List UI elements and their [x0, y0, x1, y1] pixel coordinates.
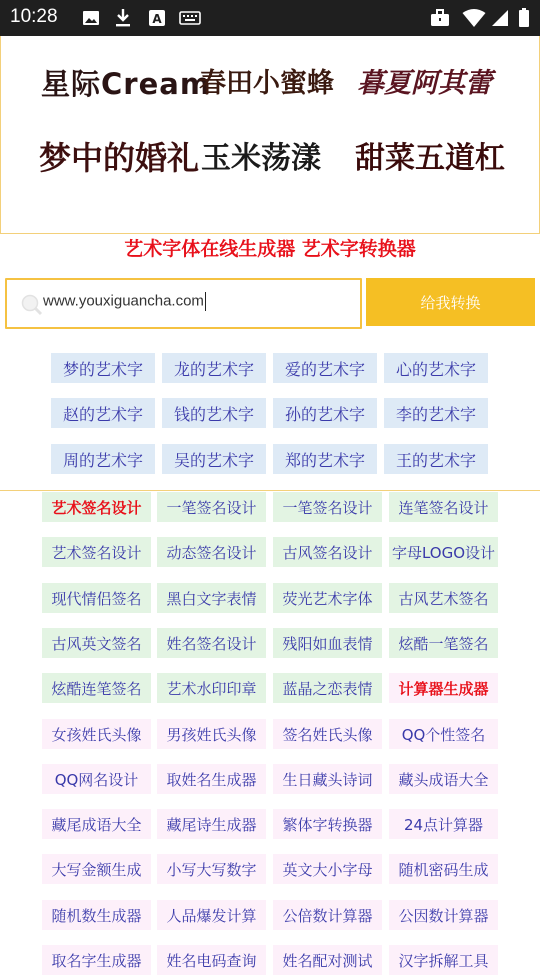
divider — [0, 490, 540, 491]
search-input[interactable] — [5, 278, 362, 329]
tool-link[interactable]: 女孩姓氏头像 — [42, 719, 151, 749]
status-bar — [0, 0, 540, 36]
tool-link[interactable]: 黑白文字表情 — [157, 583, 266, 613]
art-font-logo[interactable]: 甜菜五道杠 — [355, 141, 505, 176]
tool-link[interactable]: 艺术签名设计 — [42, 492, 151, 522]
tool-link[interactable]: 藏头成语大全 — [389, 764, 498, 794]
tool-link[interactable]: 姓名配对测试 — [273, 945, 382, 975]
surname-art-tag[interactable]: 吴的艺术字 — [162, 444, 266, 474]
keyboard-icon — [178, 8, 202, 28]
tool-link[interactable]: 一笔签名设计 — [157, 492, 266, 522]
wifi-icon — [462, 8, 486, 28]
surname-art-tag[interactable]: 钱的艺术字 — [162, 398, 266, 428]
tool-link[interactable]: 炫酷连笔签名 — [42, 673, 151, 703]
tool-link[interactable]: 公因数计算器 — [389, 900, 498, 930]
signal-icon — [490, 8, 510, 28]
tool-link[interactable]: 繁体字转换器 — [273, 809, 382, 839]
surname-art-tag[interactable]: 梦的艺术字 — [51, 353, 155, 383]
tool-link[interactable]: 随机数生成器 — [42, 900, 151, 930]
tool-link[interactable]: 生日藏头诗词 — [273, 764, 382, 794]
surname-art-tag[interactable]: 心的艺术字 — [384, 353, 488, 383]
tool-link[interactable]: 取姓名生成器 — [157, 764, 266, 794]
surname-art-tag[interactable]: 李的艺术字 — [384, 398, 488, 428]
tool-link[interactable]: 人品爆发计算 — [157, 900, 266, 930]
art-font-logo[interactable]: 春田小蜜蜂 — [199, 68, 334, 99]
tool-link[interactable]: 残阳如血表情 — [273, 628, 382, 658]
svg-text:A: A — [152, 12, 162, 26]
banner — [0, 36, 540, 234]
surname-art-tag[interactable]: 爱的艺术字 — [273, 353, 377, 383]
art-font-logo[interactable]: 星际Cream — [41, 67, 212, 101]
search-input-value: www.youxiguancha.com — [43, 292, 204, 310]
tool-link[interactable]: 英文大小字母 — [273, 854, 382, 884]
tool-link[interactable]: 藏尾成语大全 — [42, 809, 151, 839]
surname-art-tag[interactable]: 郑的艺术字 — [273, 444, 377, 474]
tool-link[interactable]: QQ网名设计 — [42, 764, 151, 794]
tool-link[interactable]: 24点计算器 — [389, 809, 498, 839]
convert-button[interactable]: 给我转换 — [366, 278, 535, 326]
surname-art-tag[interactable]: 周的艺术字 — [51, 444, 155, 474]
page-title: 艺术字体在线生成器 艺术字转换器 — [124, 238, 416, 260]
status-time: 10:28 — [10, 6, 58, 27]
surname-art-tag[interactable]: 孙的艺术字 — [273, 398, 377, 428]
battery-icon — [516, 8, 532, 28]
image-icon — [80, 8, 102, 28]
tool-link[interactable]: 古风签名设计 — [273, 537, 382, 567]
tool-link[interactable]: 姓名电码查询 — [157, 945, 266, 975]
tool-link[interactable]: 艺术签名设计 — [42, 537, 151, 567]
art-font-logo[interactable]: 梦中的婚礼 — [39, 139, 200, 177]
art-font-logo[interactable]: 暮夏阿其蕾 — [357, 68, 492, 99]
tool-link[interactable]: 签名姓氏头像 — [273, 719, 382, 749]
tool-link[interactable]: 荧光艺术字体 — [273, 583, 382, 613]
tool-link[interactable]: 现代情侣签名 — [42, 583, 151, 613]
tool-link[interactable]: 随机密码生成 — [389, 854, 498, 884]
art-font-logo[interactable]: 玉米荡漾 — [201, 141, 321, 176]
tool-link[interactable]: 蓝晶之恋表情 — [273, 673, 382, 703]
tool-link[interactable]: 取名字生成器 — [42, 945, 151, 975]
tool-link[interactable]: 小写大写数字 — [157, 854, 266, 884]
tool-link[interactable]: 动态签名设计 — [157, 537, 266, 567]
download-icon — [112, 8, 134, 28]
surname-art-tag[interactable]: 王的艺术字 — [384, 444, 488, 474]
tool-link[interactable]: 姓名签名设计 — [157, 628, 266, 658]
tool-link[interactable]: 艺术水印印章 — [157, 673, 266, 703]
tool-link[interactable]: 计算器生成器 — [389, 673, 498, 703]
tool-link[interactable]: 古风英文签名 — [42, 628, 151, 658]
tool-link[interactable]: 藏尾诗生成器 — [157, 809, 266, 839]
tool-link[interactable]: 公倍数计算器 — [273, 900, 382, 930]
tool-link[interactable]: 男孩姓氏头像 — [157, 719, 266, 749]
tool-link[interactable]: 大写金额生成 — [42, 854, 151, 884]
tool-link[interactable]: 古风艺术签名 — [389, 583, 498, 613]
tool-link[interactable]: 一笔签名设计 — [273, 492, 382, 522]
briefcase-icon — [428, 8, 452, 28]
surname-art-tag[interactable]: 赵的艺术字 — [51, 398, 155, 428]
tool-link[interactable]: QQ个性签名 — [389, 719, 498, 749]
font-icon — [146, 8, 168, 28]
surname-art-tag[interactable]: 龙的艺术字 — [162, 353, 266, 383]
tool-link[interactable]: 字母LOGO设计 — [389, 537, 498, 567]
search-icon — [21, 294, 43, 316]
tool-link[interactable]: 炫酷一笔签名 — [389, 628, 498, 658]
tool-link[interactable]: 连笔签名设计 — [389, 492, 498, 522]
tool-link[interactable]: 汉字拆解工具 — [389, 945, 498, 975]
text-caret — [205, 292, 206, 311]
